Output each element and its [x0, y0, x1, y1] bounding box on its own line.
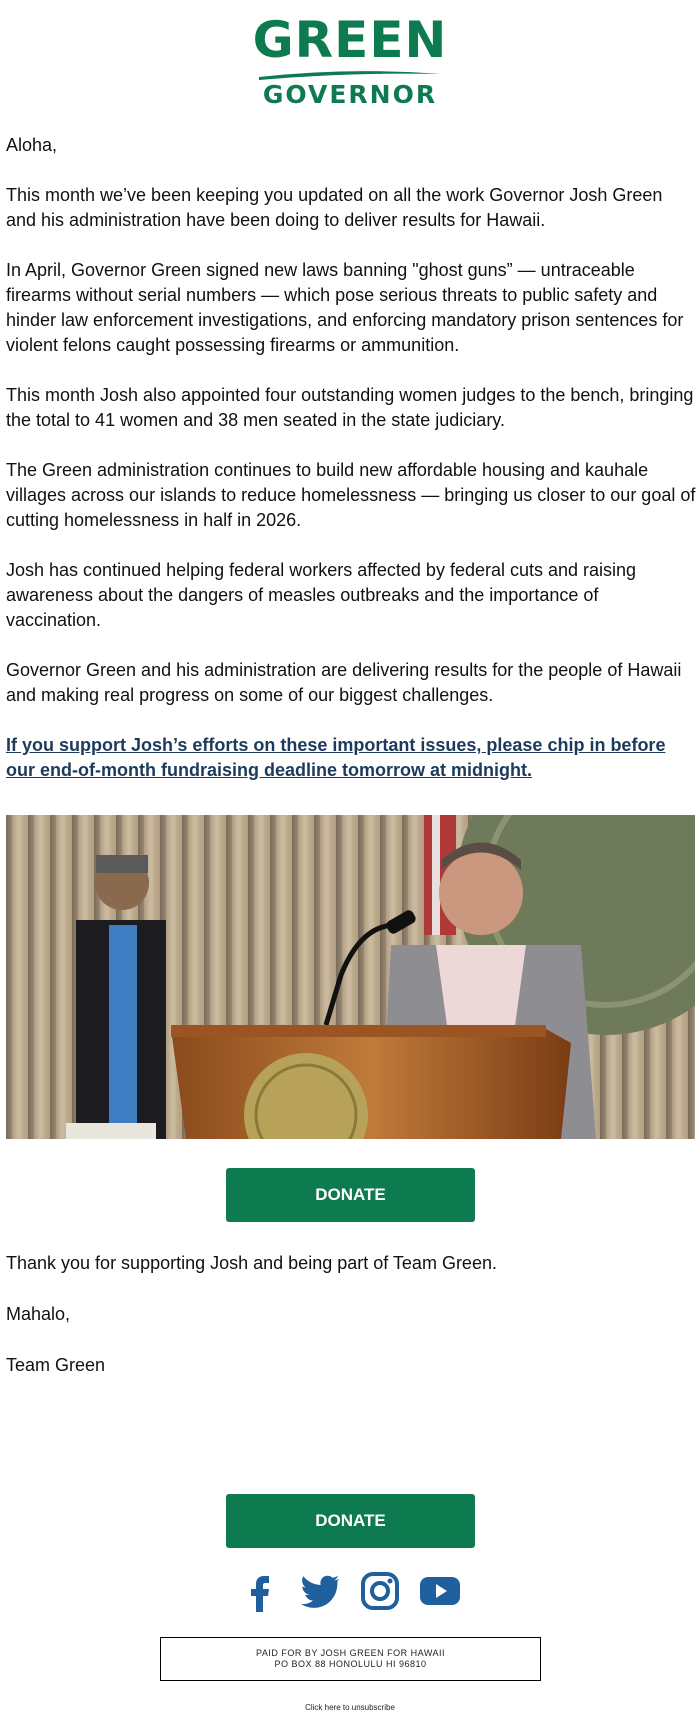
paragraph-federal-workers: Josh has continued helping federal workers affected by federal cuts and raising awareness about the dangers of measles outbreaks and the importance of vaccination.	[6, 560, 637, 630]
governor-podium-photo	[6, 815, 695, 1139]
logo-bottom-text: GOVERNOR	[262, 80, 438, 109]
donate-cta-link[interactable]: If you support Josh’s efforts on these important issues, please chip in before our end-of-month fundraising deadline tomorrow at midnight.	[6, 735, 666, 780]
unsubscribe-link[interactable]: Click here to unsubscribe	[305, 1703, 395, 1712]
paragraph-ghost-guns: In April, Governor Green signed new laws banning "ghost guns” — untraceable firearms without serial numbers — which pose serious threats to public safety and hinder law enforcement investigations, and enforcing mandatory prison sentences for violent felons caught possessing firearms or ammunition.	[6, 260, 684, 355]
facebook-icon[interactable]	[237, 1568, 283, 1614]
closing-text: Mahalo,	[6, 1304, 71, 1324]
email-body	[6, 133, 696, 808]
donate-button[interactable]: DONATE	[226, 1168, 475, 1222]
logo-top-text: GREEN	[252, 11, 448, 69]
instagram-icon[interactable]	[357, 1568, 403, 1614]
email-signoff	[6, 1251, 696, 1404]
paragraph-updates: This month we’ve been keeping you updated on all the work Governor Josh Green and his administration have been doing to deliver results for Hawaii.	[6, 185, 663, 230]
thanks-text: Thank you for supporting Josh and being part of Team Green.	[6, 1253, 497, 1273]
paid-for-disclaimer	[160, 1637, 541, 1681]
signature-text: Team Green	[6, 1355, 106, 1375]
twitter-icon[interactable]	[297, 1568, 343, 1614]
paragraph-judges: This month Josh also appointed four outstanding women judges to the bench, bringing the total to 41 women and 38 men seated in the state judiciary.	[6, 385, 694, 430]
paid-line-1: PAID FOR BY JOSH GREEN FOR HAWAII	[255, 1648, 446, 1658]
footer-donate-button[interactable]: DONATE	[226, 1494, 475, 1548]
paid-line-2: PO BOX 88 HONOLULU HI 96810	[274, 1659, 427, 1669]
greeting: Aloha,	[6, 135, 58, 155]
green-governor-logo	[0, 11, 700, 109]
paragraph-results: Governor Green and his administration are delivering results for the people of Hawaii and making real progress on some of our biggest challenges.	[6, 660, 682, 705]
social-links	[0, 1568, 700, 1614]
youtube-icon[interactable]	[417, 1568, 463, 1614]
paragraph-housing: The Green administration continues to build new affordable housing and kauhale villages across our islands to reduce homelessness — bringing us closer to our goal of cutting homelessness in half in 2026.	[6, 460, 696, 530]
